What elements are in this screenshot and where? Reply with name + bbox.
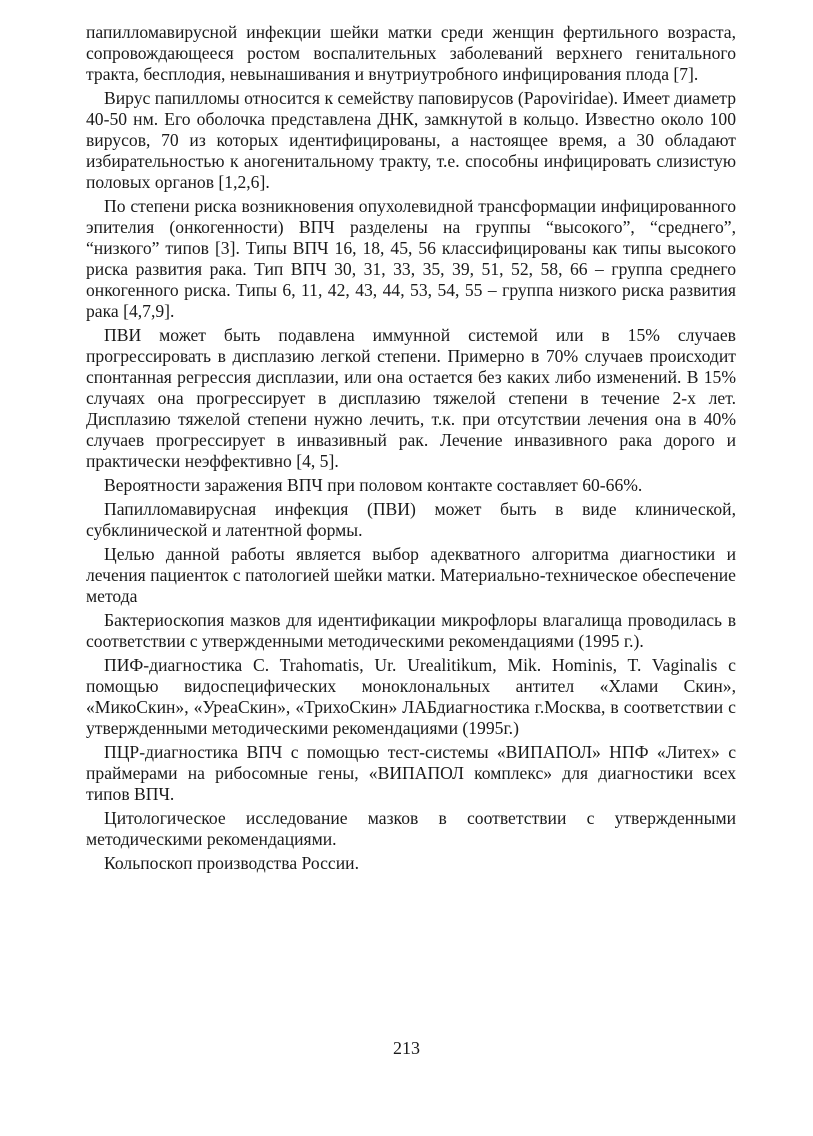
paragraph: По степени риска возникновения опухолевидной трансформации инфицированного эпителия (онкогенности) ВПЧ разделены на группы “высокого”, “среднего”, “низкого” типов [3]. Типы ВПЧ 16, 18, 45, 56 классифицированы как типы высокого риска развития рака. Тип ВПЧ 30, 31, 33, 35, 39, 51, 52, 58, 66 – группа среднего онкогенного риска. Типы 6, 11, 42, 43, 44, 53, 54, 55 – группа низкого риска развития рака [4,7,9]. [86, 196, 736, 321]
paragraph: ПЦР-диагностика ВПЧ с помощью тест-системы «ВИПАПОЛ» НПФ «Литех» с праймерами на рибосомные гены, «ВИПАПОЛ комплекс» для диагностики всех типов ВПЧ. [86, 742, 736, 804]
paragraph: Цитологическое исследование мазков в соответствии с утвержденными методическими рекомендациями. [86, 808, 736, 849]
paragraph: ПВИ может быть подавлена иммунной системой или в 15% случаев прогрессировать в дисплазию легкой степени. Примерно в 70% случаев происходит спонтанная регрессия дисплазии, или она остается без каких либо изменений. В 15% случаях она прогрессирует в дисплазию тяжелой степени в течение 2-х лет. Дисплазию тяжелой степени нужно лечить, т.к. при отсутствии лечения она в 40% случаев прогрессирует в инвазивный рак. Лечение инвазивного рака дорого и практически неэффективно [4, 5]. [86, 325, 736, 471]
paragraph: Бактериоскопия мазков для идентификации микрофлоры влагалища проводилась в соответствии с утвержденными методическими рекомендациями (1995 г.). [86, 610, 736, 651]
page-number: 213 [393, 1038, 420, 1058]
paragraph: ПИФ-диагностика C. Trahomatis, Ur. Urealitikum, Mik. Hominis, T. Vaginalis с помощью видоспецифических моноклональных антител «Хлами Скин», «МикоСкин», «УреаСкин», «ТрихоСкин» ЛАБдиагностика г.Москва, в соответствии с утвержденными методическими рекомендациями (1995г.) [86, 655, 736, 738]
paragraph: Папилломавирусная инфекция (ПВИ) может быть в виде клинической, субклинической и латентной формы. [86, 499, 736, 540]
paragraph: Целью данной работы является выбор адекватного алгоритма диагностики и лечения пациенток с патологией шейки матки. Материально-техническое обеспечение метода [86, 544, 736, 606]
paragraph: Кольпоскоп производства России. [104, 853, 359, 873]
paragraph: папилломавирусной инфекции шейки матки среди женщин фертильного возраста, сопровождающееся ростом воспалительных заболеваний верхнего генитального тракта, бесплодия, невынашивания и внутриутробного инфицирования плода [7]. [86, 22, 736, 84]
paragraph: Вероятности заражения ВПЧ при половом контакте составляет 60-66%. [104, 475, 643, 495]
body-text [86, 22, 736, 877]
paragraph: Вирус папилломы относится к семейству паповирусов (Papoviridae). Имеет диаметр 40-50 нм. Его оболочка представлена ДНК, замкнутой в кольцо. Известно около 100 вирусов, 70 из которых идентифицированы, а настоящее время, а 30 обладают избирательностью к аногенитальному тракту, т.е. способны инфицировать слизистую половых органов [1,2,6]. [86, 88, 736, 192]
